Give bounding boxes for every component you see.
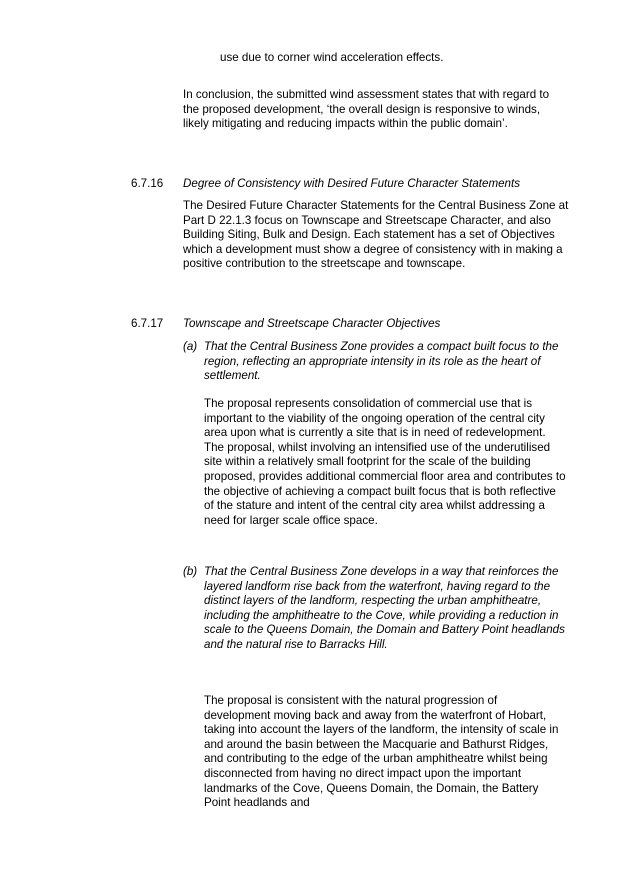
section-heading: Townscape and Streetscape Character Objectives xyxy=(183,317,441,330)
continued-fragment: use due to corner wind acceleration effects. xyxy=(220,51,444,64)
item-label: (b) xyxy=(183,565,198,578)
response-paragraph: The proposal is consistent with the natural progression of development moving back and away from the waterfront of Hobart, taking into account the layers of the landform, the intensity of scale in and around the basin between the Macquarie and Bathurst Ridges, and contributing to the edge of the urban amphitheatre whilst being disconnected from having no direct impact upon the important landmarks of the Cove, Queens Domain, the Domain, the Battery Point headlands and xyxy=(204,694,559,810)
section-number: 6.7.17 xyxy=(131,317,164,330)
response-paragraph: The proposal represents consolidation of commercial use that is important to the viability of the ongoing operation of the central city area upon what is currently a site that is in need of redevelopment. The proposal, whilst involving an intensified use of the underutilised site within a relatively small footprint for the scale of the building proposed, provides additional commercial floor area and contributes to the objective of achieving a compact built focus that is both reflective of the stature and intent of the central city area whilst addressing a need for larger scale office space. xyxy=(204,397,566,527)
item-label: (a) xyxy=(183,340,198,353)
section-body: The Desired Future Character Statements for the Central Business Zone at Part D 22.1.3 focus on Townscape and Streetscape Character, and also Building Siting, Bulk and Design. Each statement has a set of Objectives which a development must show a degree of consistency with in making a positive contribution to the streetscape and townscape. xyxy=(183,199,569,271)
objective-text: That the Central Business Zone develops in a way that reinforces the layered landform rise back from the waterfront, having regard to the distinct layers of the landform, respecting the urban amphitheatre, including the amphitheatre to the Cove, while providing a reduction in scale to the Queens Domain, the Domain and Battery Point headlands and the natural rise to Barracks Hill. xyxy=(204,565,565,651)
section-heading: Degree of Consistency with Desired Future Character Statements xyxy=(183,177,521,190)
objective-text: That the Central Business Zone provides a compact built focus to the region, reflecting an appropriate intensity in its role as the heart of settlement. xyxy=(204,340,559,383)
conclusion-paragraph: In conclusion, the submitted wind assessment states that with regard to the proposed development, ‘the overall design is responsive to winds, likely mitigating and reducing impacts within the public domain’. xyxy=(183,88,550,131)
section-number: 6.7.16 xyxy=(131,177,164,190)
